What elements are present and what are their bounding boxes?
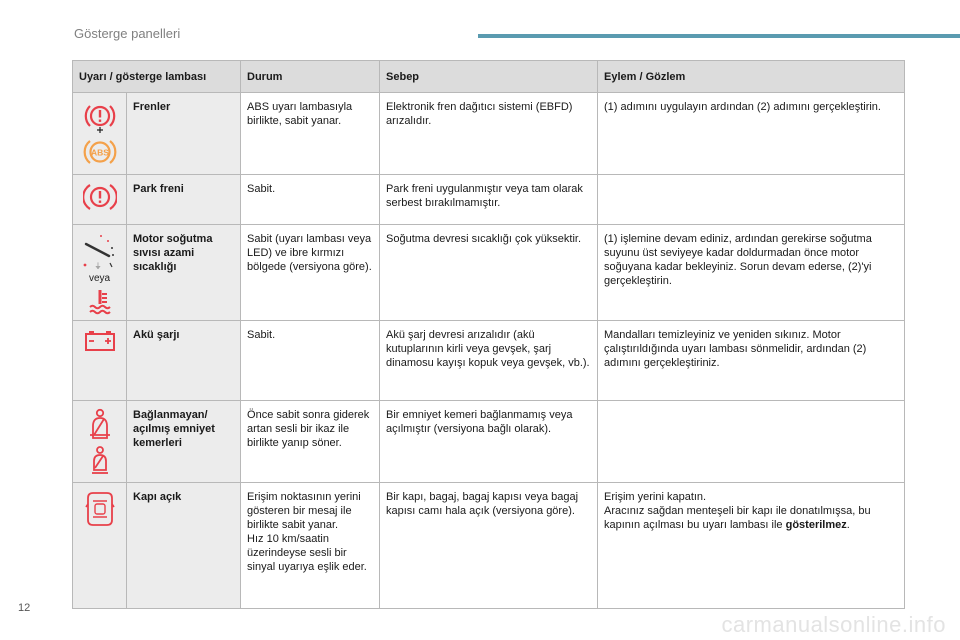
table-row: [73, 401, 905, 483]
header-action: Eylem / Gözlem: [598, 61, 905, 93]
row-icons: [73, 321, 127, 401]
row-action: [598, 483, 905, 609]
row-cause: Bir emniyet kemeri bağlanmamış veya açılmıştır (versiyona bağlı olarak).: [380, 401, 598, 483]
row-state: Sabit.: [241, 175, 380, 225]
row-icons: [73, 401, 127, 483]
row-state: Sabit (uyarı lambası veya LED) ve ibre kırmızı bölgede (versiyona göre).: [241, 225, 380, 321]
coolant-temperature-icon: [85, 288, 115, 316]
header-lamp: Uyarı / gösterge lambası: [73, 61, 241, 93]
seatbelt-passenger-icon: [85, 446, 115, 476]
row-icons: [73, 93, 127, 175]
row-action: Mandalları temizleyiniz ve yeniden sıkınız. Motor çalıştırıldığında uyarı lambası sönmelidir, ardından (2) adımını gerçekleştiriniz.: [598, 321, 905, 401]
table-row: [73, 93, 905, 175]
row-action-emphasis: gösterilmez: [785, 519, 847, 531]
row-action: [598, 401, 905, 483]
row-cause: Elektronik fren dağıtıcı sistemi (EBFD) arızalıdır.: [380, 93, 598, 175]
header-state: Durum: [241, 61, 380, 93]
row-name: Kapı açık: [127, 483, 241, 609]
abs-icon: [83, 136, 117, 168]
row-action: (1) işlemine devam ediniz, ardından gerekirse soğutma suyunu üst seviyeye kadar doldurmadan önce motor soğuyana kadar bekleyiniz. Sorun devam ederse, (2)'yi gerçekleştirin.: [598, 225, 905, 321]
row-state: ABS uyarı lambasıyla birlikte, sabit yanar.: [241, 93, 380, 175]
row-icons: [73, 175, 127, 225]
svg-text:ABS: ABS: [90, 147, 109, 158]
door-open-icon: [85, 490, 115, 528]
row-cause: Soğutma devresi sıcaklığı çok yüksektir.: [380, 225, 598, 321]
table-row: [73, 321, 905, 401]
row-name: Park freni: [127, 175, 241, 225]
parking-brake-icon: [83, 182, 117, 212]
warning-lamps-table: [72, 60, 905, 609]
table-row: [73, 175, 905, 225]
coolant-gauge-icon: [80, 232, 120, 272]
header-cause: Sebep: [380, 61, 598, 93]
section-title: Gösterge panelleri: [74, 26, 181, 41]
row-state: Sabit.: [241, 321, 380, 401]
row-icons: [73, 225, 127, 321]
row-action-text: Erişim yerini kapatın. Aracınız sağdan menteşeli bir kapı ile donatılmışsa, bu kapının açılması bu uyarı lambası ile: [604, 491, 871, 531]
seatbelt-icon: [85, 408, 115, 442]
table-row: [73, 225, 905, 321]
row-cause: Bir kapı, bagaj, bagaj kapısı veya bagaj kapısı camı hala açık (versiyona göre).: [380, 483, 598, 609]
row-state: Erişim noktasının yerini gösteren bir mesaj ile birlikte sabit yanar. Hız 10 km/saatin üzerindeyse sesli bir sinyal uyarıya eşlik eder.: [241, 483, 380, 609]
row-state: Önce sabit sonra giderek artan sesli bir ikaz ile birlikte yanıp söner.: [241, 401, 380, 483]
row-action: [598, 175, 905, 225]
watermark: carmanualsonline.info: [721, 612, 946, 637]
row-cause: Park freni uygulanmıştır veya tam olarak serbest bırakılmamıştır.: [380, 175, 598, 225]
page-number: 12: [18, 602, 31, 614]
row-name: Akü şarjı: [127, 321, 241, 401]
row-action: (1) adımını uygulayın ardından (2) adımını gerçekleştirin.: [598, 93, 905, 175]
table-row: [73, 483, 905, 609]
battery-icon: [83, 328, 117, 352]
row-name: Motor soğutma sıvısı azami sıcaklığı: [127, 225, 241, 321]
header-accent-rule: [478, 34, 960, 38]
row-icons: [73, 483, 127, 609]
row-name: Frenler: [127, 93, 241, 175]
row-cause: Akü şarj devresi arızalıdır (akü kutuplarının kirli veya gevşek, şarj dinamosu kayışı kopuk veya gevşek, vb.).: [380, 321, 598, 401]
table-header-row: [73, 61, 905, 93]
row-action-end: .: [846, 519, 850, 531]
brake-warning-icon: [83, 100, 117, 134]
row-name: Bağlanmayan/ açılmış emniyet kemerleri: [127, 401, 241, 483]
svg-text:⏚: ⏚: [94, 262, 101, 270]
icon-separator: veya: [88, 273, 111, 284]
